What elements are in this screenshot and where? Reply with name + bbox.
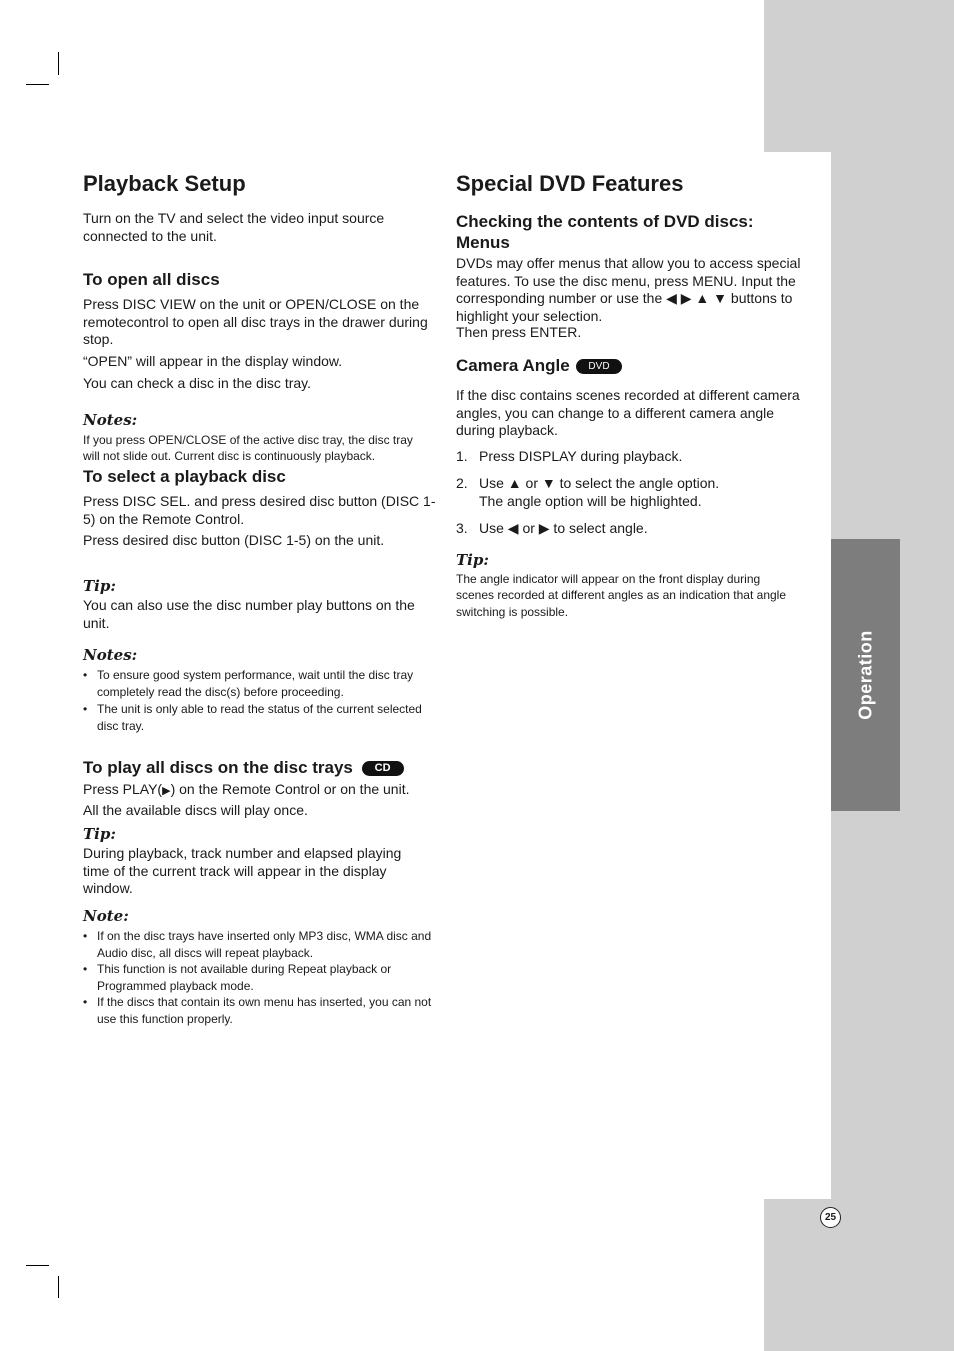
- play-all-p2: All the available discs will play once.: [83, 802, 308, 818]
- list-item: • If on the disc trays have inserted only MP3 disc, WMA disc and Audio disc, all discs will repeat playback.: [83, 928, 435, 961]
- list-item: • To ensure good system performance, wait until the disc tray completely read the disc(s) before proceeding.: [83, 667, 423, 700]
- open-all-heading: To open all discs: [83, 270, 220, 289]
- list-item: • The unit is only able to read the status of the current selected disc tray.: [83, 701, 423, 734]
- menus-heading: Checking the contents of DVD discs: Menus: [456, 212, 754, 252]
- cd-badge: CD: [362, 761, 404, 776]
- list-item: [456, 520, 801, 538]
- camera-angle-heading: [456, 355, 622, 376]
- open-all-p1: Press DISC VIEW on the unit or OPEN/CLOSE on the remotecontrol to open all disc trays in the drawer during stop.: [83, 296, 428, 347]
- section-tab-label: Operation: [855, 630, 876, 720]
- dvd-badge: DVD: [576, 359, 621, 374]
- camera-angle-p1: If the disc contains scenes recorded at different camera angles, you can change to a different camera angle during playback.: [456, 387, 800, 438]
- step-text-secondary: The angle option will be highlighted.: [479, 492, 702, 509]
- playback-setup-intro: Turn on the TV and select the video input source connected to the unit.: [83, 210, 385, 244]
- crop-mark: [26, 84, 49, 85]
- menus-p2: Then press ENTER.: [456, 324, 582, 340]
- play-all-heading: [83, 757, 404, 778]
- step-number: 3.: [456, 519, 468, 536]
- list-item: [456, 448, 801, 466]
- open-all-p3: You can check a disc in the disc tray.: [83, 375, 312, 391]
- select-disc-heading: To select a playback disc: [83, 467, 286, 486]
- list-item: [456, 475, 801, 510]
- play-all-notes-list: [83, 928, 435, 1027]
- crop-mark: [58, 52, 59, 75]
- play-all-heading-text: To play all discs on the disc trays: [83, 758, 353, 777]
- camera-angle-steps: [456, 448, 801, 537]
- crop-mark: [58, 1276, 59, 1298]
- play-all-note-heading: Note:: [83, 907, 129, 925]
- list-item: • This function is not available during Repeat playback or Programmed playback mode.: [83, 961, 435, 994]
- margin-band-top: [764, 0, 954, 152]
- open-all-notes-text: If you press OPEN/CLOSE of the active disc tray, the disc tray will not slide out. Current disc is continuously playback.: [83, 433, 413, 463]
- special-dvd-title: Special DVD Features: [456, 171, 684, 196]
- list-item: • If the discs that contain its own menu has inserted, you can not use this function properly.: [83, 994, 435, 1027]
- page-number: 25: [820, 1207, 841, 1228]
- play-all-tip-text: During playback, track number and elapsed playing time of the current track will appear in the display window.: [83, 845, 402, 896]
- select-disc-notes-list: [83, 667, 423, 734]
- step-number: 1.: [456, 448, 468, 464]
- crop-mark: [26, 1265, 49, 1266]
- step-text: Use ▲ or ▼ to select the angle option.: [479, 475, 720, 491]
- open-all-p2: “OPEN” will appear in the display window.: [83, 353, 343, 369]
- playback-setup-title: Playback Setup: [83, 171, 246, 196]
- select-disc-tip-heading: Tip:: [83, 577, 116, 595]
- play-all-tip-heading: Tip:: [83, 825, 116, 843]
- step-number: 2.: [456, 475, 468, 491]
- open-all-notes-heading: Notes:: [83, 411, 138, 429]
- camera-angle-tip-text: The angle indicator will appear on the front display during scenes recorded at different angles as an indication that angle switching is possible.: [456, 572, 786, 619]
- menus-p1: DVDs may offer menus that allow you to access special features. To use the disc menu, press MENU. Input the corresponding number or use the ◀ ▶ ▲ ▼ buttons to highlight your selection.: [456, 255, 801, 324]
- play-icon: ▶: [162, 785, 171, 797]
- step-text: Press DISPLAY during playback.: [479, 448, 683, 464]
- play-all-p1-after: ) on the Remote Control or on the unit.: [170, 781, 410, 797]
- camera-angle-heading-text: Camera Angle: [456, 356, 570, 375]
- play-all-p1: [83, 781, 410, 801]
- select-disc-notes-heading: Notes:: [83, 646, 138, 664]
- margin-band-bottom: [764, 1199, 954, 1351]
- select-disc-p2: Press desired disc button (DISC 1-5) on the unit.: [83, 532, 385, 548]
- camera-angle-tip-heading: Tip:: [456, 551, 489, 569]
- step-text: Use ◀ or ▶ to select angle.: [479, 519, 648, 536]
- play-all-p1-before: Press PLAY(: [83, 781, 163, 797]
- select-disc-p1: Press DISC SEL. and press desired disc button (DISC 1-5) on the Remote Control.: [83, 493, 436, 527]
- select-disc-tip-text: You can also use the disc number play buttons on the unit.: [83, 597, 415, 631]
